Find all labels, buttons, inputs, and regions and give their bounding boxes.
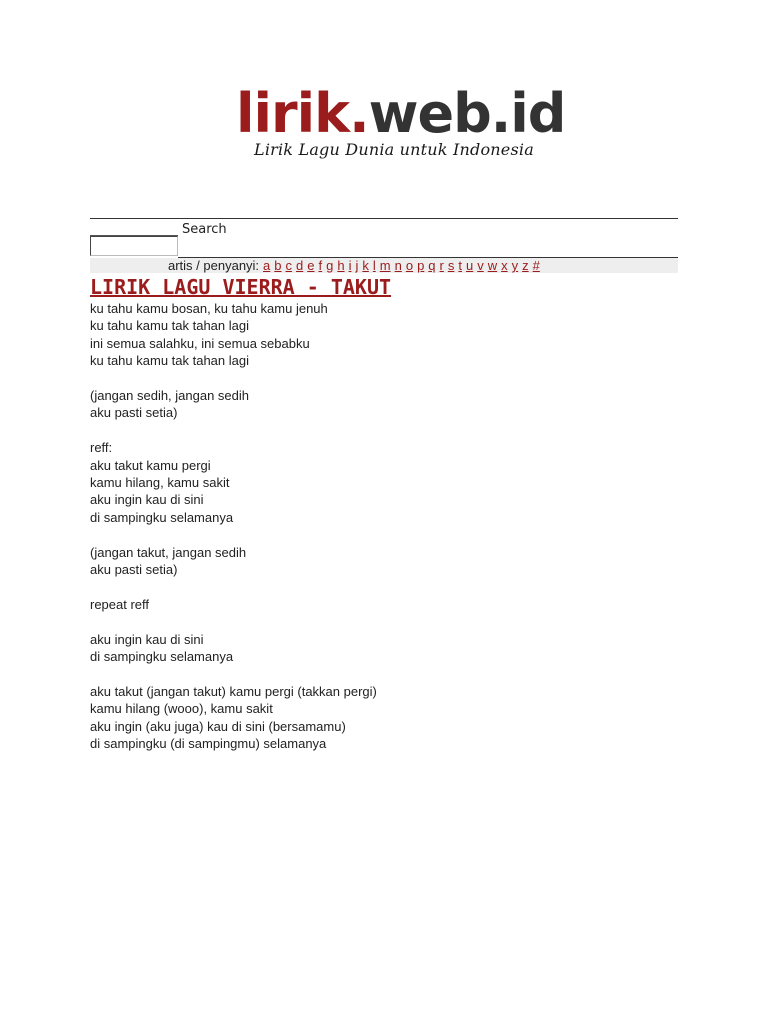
lyric-line: repeat reff	[90, 596, 150, 612]
lyric-line: ini semua salahku, ini semua sebabku	[90, 335, 310, 351]
lyric-line: aku ingin kau di sini	[90, 631, 204, 647]
alphabet-link[interactable]: c	[285, 258, 293, 273]
lyric-line: ku tahu kamu tak tahan lagi	[90, 318, 249, 334]
alphabet-link[interactable]: t	[458, 258, 462, 273]
lyric-line: aku takut kamu pergi	[90, 457, 211, 473]
alphabet-link[interactable]: m	[379, 258, 391, 273]
alphabet-link[interactable]: k	[362, 258, 369, 273]
lyric-line: aku ingin kau di sini	[90, 492, 204, 508]
alphabet-link[interactable]: b	[274, 258, 282, 273]
lyric-line: di sampingku (di sampingmu) selamanya	[90, 736, 327, 752]
logo-text	[236, 82, 566, 146]
song-title: LIRIK LAGU VIERRA - TAKUT	[90, 275, 392, 299]
alphabet-link[interactable]: u	[466, 258, 474, 273]
lyric-line: kamu hilang, kamu sakit	[90, 475, 230, 491]
search-input[interactable]	[90, 236, 178, 256]
lyric-line: (jangan sedih, jangan sedih	[90, 388, 250, 404]
lyric-line: ku tahu kamu tak tahan lagi	[90, 353, 249, 369]
lyric-line: ku tahu kamu bosan, ku tahu kamu jenuh	[90, 301, 328, 316]
lyric-line: aku ingin (aku juga) kau di sini (bersamamu)	[90, 718, 346, 734]
alphabet-link[interactable]: x	[501, 258, 508, 273]
alphabet-link[interactable]: z	[522, 258, 529, 273]
alphabet-index	[168, 257, 544, 274]
site-tagline: Lirik Lagu Dunia untuk Indonesia	[254, 140, 534, 159]
lyric-line: (jangan takut, jangan sedih	[90, 544, 247, 560]
lyric-line: aku takut (jangan takut) kamu pergi (takkan pergi)	[90, 683, 377, 699]
alphabet-link[interactable]: l	[372, 258, 376, 273]
lyric-stanza	[90, 439, 650, 526]
alphabet-link[interactable]: a	[263, 258, 271, 273]
alphabet-link[interactable]: d	[296, 258, 304, 273]
logo-text-red: lirik.	[236, 82, 369, 145]
alphabet-links	[263, 258, 544, 273]
alphabet-link[interactable]: r	[439, 258, 444, 273]
lyric-stanza	[90, 631, 650, 666]
lyric-line: di sampingku selamanya	[90, 509, 234, 525]
alphabet-link[interactable]: o	[405, 258, 414, 273]
alphabet-link[interactable]: q	[428, 258, 436, 273]
header-divider	[90, 218, 678, 219]
lyric-stanza	[90, 596, 650, 613]
lyrics-body	[90, 300, 650, 770]
lyric-stanza	[90, 300, 650, 370]
alphabet-link[interactable]: w	[487, 258, 498, 273]
alphabet-link[interactable]: v	[477, 258, 484, 273]
alphabet-label: artis / penyanyi:	[168, 258, 260, 273]
alphabet-link[interactable]: i	[348, 258, 352, 273]
lyric-stanza	[90, 387, 650, 422]
alphabet-link[interactable]: e	[307, 258, 315, 273]
alphabet-link[interactable]: s	[447, 258, 455, 273]
lyric-line: di sampingku selamanya	[90, 649, 234, 665]
lyric-line: aku pasti setia)	[90, 405, 178, 421]
alphabet-link[interactable]: f	[318, 258, 323, 273]
lyric-line: aku pasti setia)	[90, 562, 178, 578]
lyric-stanza	[90, 683, 650, 753]
alphabet-link[interactable]: p	[417, 258, 425, 273]
lyric-line: reff:	[90, 440, 113, 456]
alphabet-link[interactable]: h	[337, 258, 345, 273]
site-logo[interactable]	[236, 82, 566, 146]
alphabet-link[interactable]: n	[394, 258, 402, 273]
lyric-stanza	[90, 544, 650, 579]
alphabet-link[interactable]: j	[355, 258, 359, 273]
lyric-line: kamu hilang (wooo), kamu sakit	[90, 701, 273, 717]
alphabet-link[interactable]: y	[511, 258, 519, 273]
alphabet-link[interactable]: g	[326, 258, 334, 273]
alphabet-link[interactable]: #	[532, 258, 540, 273]
logo-text-dark: web.id	[368, 82, 566, 145]
search-label: Search	[182, 222, 227, 237]
